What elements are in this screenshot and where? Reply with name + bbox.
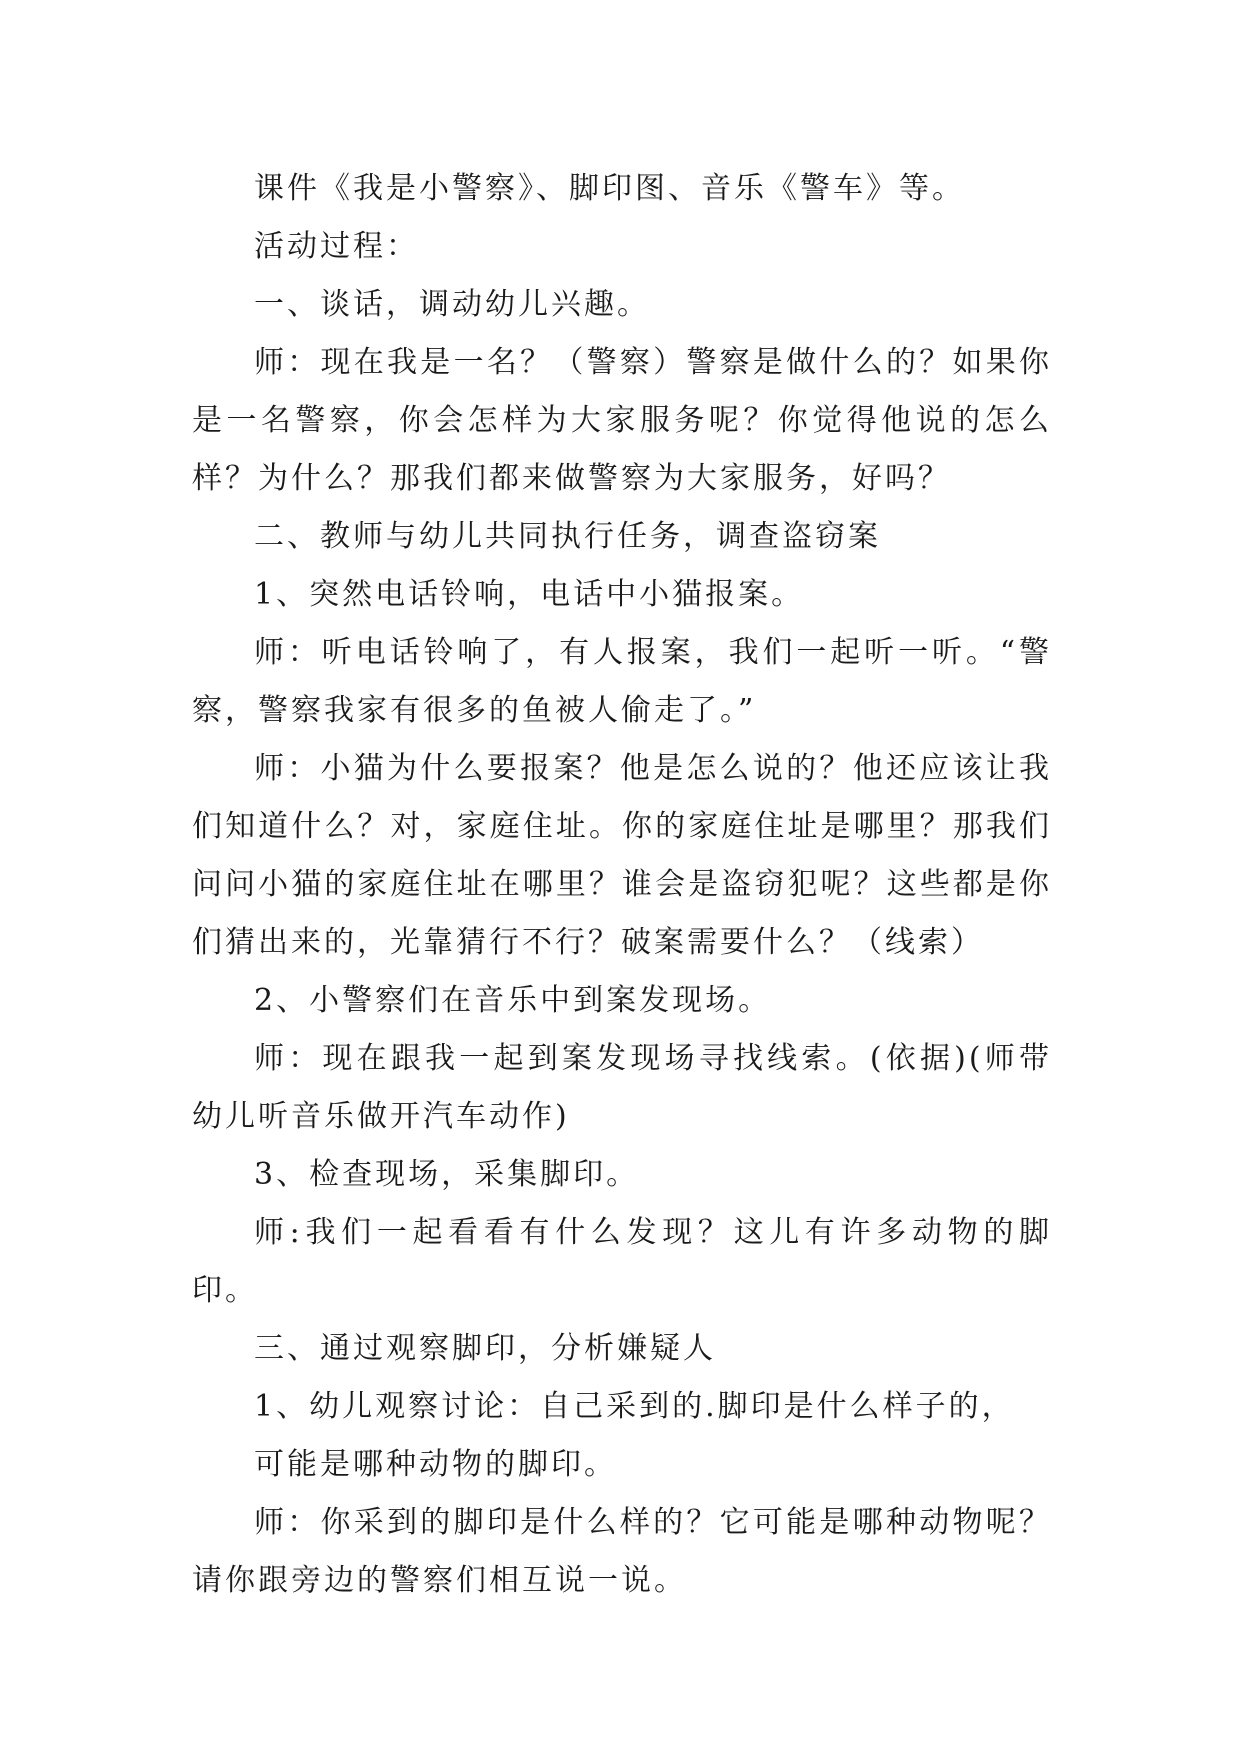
paragraph-section-three: 三、通过观察脚印，分析嫌疑人 xyxy=(254,1331,716,1366)
paragraph-teacher-scene: 师：现在跟我一起到案发现场寻找线索。(依据)(师带幼儿听音乐做开汽车动作) xyxy=(192,1041,1052,1134)
document-body xyxy=(192,160,1052,1610)
paragraph-teacher-questions: 师：小猫为什么要报案？他是怎么说的？他还应该让我们知道什么？对，家庭住址。你的家庭住址是哪里？那我们问问小猫的家庭住址在哪里？谁会是盗窃犯呢？这些都是你们猜出来的，光靠猜行不行？破案需要什么？（线索） xyxy=(192,751,1052,960)
paragraph-teacher-phone: 师：听电话铃响了，有人报案，我们一起听一听。“警察，警察我家有很多的鱼被人偷走了。” xyxy=(192,635,1052,728)
paragraph-activity-process: 活动过程： xyxy=(254,229,419,264)
paragraph-step-two-scene: 2、小警察们在音乐中到案发现场。 xyxy=(254,983,772,1018)
paragraph-teacher-discussion: 师：你采到的脚印是什么样的？它可能是哪种动物呢？请你跟旁边的警察们相互说一说。 xyxy=(192,1505,1052,1598)
paragraph-section-two: 二、教师与幼儿共同执行任务，调查盗窃案 xyxy=(254,519,881,554)
paragraph-teacher-footprints: 师:我们一起看看有什么发现？这儿有许多动物的脚印。 xyxy=(192,1215,1052,1308)
paragraph-child-discussion: 1、幼儿观察讨论：自己采到的.脚印是什么样子的， xyxy=(254,1389,1015,1424)
paragraph-materials: 课件《我是小警察》、脚印图、音乐《警车》等。 xyxy=(254,171,965,206)
paragraph-step-three-footprints: 3、检查现场，采集脚印。 xyxy=(254,1157,640,1192)
paragraph-child-discussion-cont: 可能是哪种动物的脚印。 xyxy=(254,1447,617,1482)
paragraph-teacher-intro: 师：现在我是一名？（警察）警察是做什么的？如果你是一名警察，你会怎样为大家服务呢？你觉得他说的怎么样？为什么？那我们都来做警察为大家服务，好吗？ xyxy=(192,345,1052,496)
paragraph-section-one: 一、谈话，调动幼儿兴趣。 xyxy=(254,287,650,322)
paragraph-step-one-phone: 1、突然电话铃响，电话中小猫报案。 xyxy=(254,577,805,612)
